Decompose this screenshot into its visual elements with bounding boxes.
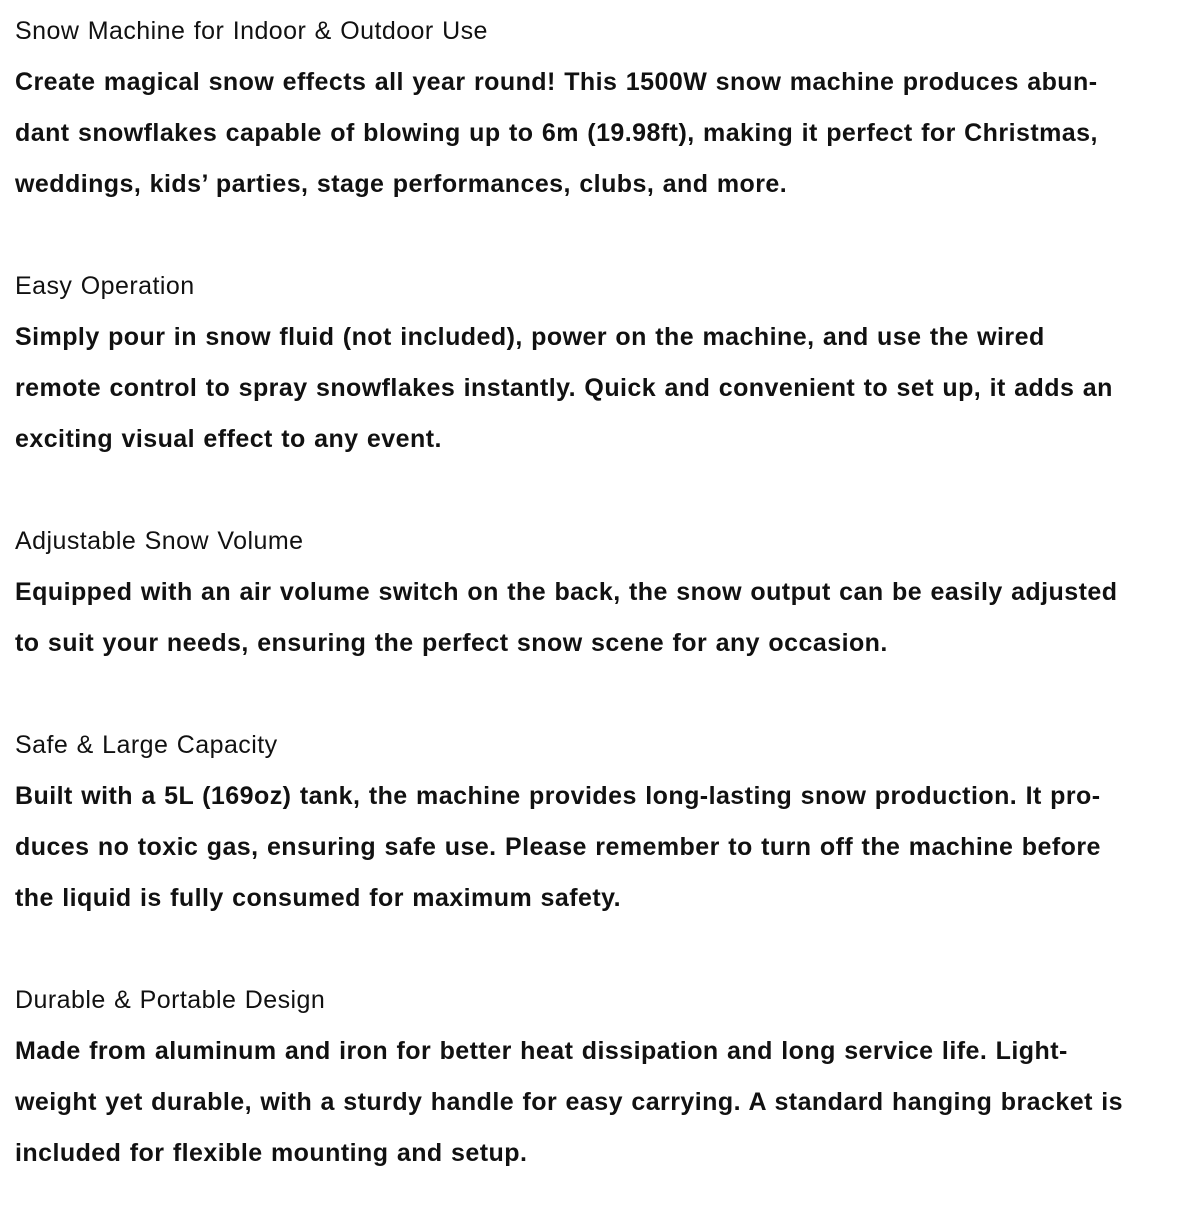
section-heading: Easy Operation (15, 272, 195, 300)
section-adjustable-volume (15, 516, 1190, 669)
paragraph-line: weight yet durable, with a sturdy handle for easy carrying. A standard hanging bracket is (15, 1088, 1124, 1116)
section-heading: Safe & Large Capacity (15, 731, 278, 759)
section-heading: Adjustable Snow Volume (15, 527, 304, 555)
paragraph-line: Built with a 5L (169oz) tank, the machine provides long-lasting snow production. It pro- (15, 782, 1101, 810)
paragraph-line: Equipped with an air volume switch on the back, the snow output can be easily adjusted (15, 578, 1118, 606)
section-heading: Durable & Portable Design (15, 986, 326, 1014)
product-description (15, 6, 1190, 1230)
paragraph-line: duces no toxic gas, ensuring safe use. Please remember to turn off the machine before (15, 833, 1101, 861)
paragraph-line: Made from aluminum and iron for better heat dissipation and long service life. Light- (15, 1037, 1068, 1065)
paragraph-line: to suit your needs, ensuring the perfect snow scene for any occasion. (15, 629, 888, 657)
paragraph-line: remote control to spray snowflakes instantly. Quick and convenient to set up, it adds an (15, 374, 1113, 402)
paragraph-line: Simply pour in snow fluid (not included), power on the machine, and use the wired (15, 323, 1045, 351)
section-snow-machine (15, 6, 1190, 210)
paragraph-line: dant snowflakes capable of blowing up to 6m (19.98ft), making it perfect for Christmas, (15, 119, 1098, 147)
paragraph-line: weddings, kids’ parties, stage performances, clubs, and more. (15, 170, 788, 198)
section-heading: Snow Machine for Indoor & Outdoor Use (15, 17, 488, 45)
paragraph-line: Create magical snow effects all year round! This 1500W snow machine produces abun- (15, 68, 1098, 96)
paragraph-line: the liquid is fully consumed for maximum safety. (15, 884, 622, 912)
paragraph-line: exciting visual effect to any event. (15, 425, 442, 453)
section-easy-operation (15, 261, 1190, 465)
section-durable-design (15, 975, 1190, 1179)
paragraph-line: included for flexible mounting and setup. (15, 1139, 528, 1167)
section-safe-capacity (15, 720, 1190, 924)
